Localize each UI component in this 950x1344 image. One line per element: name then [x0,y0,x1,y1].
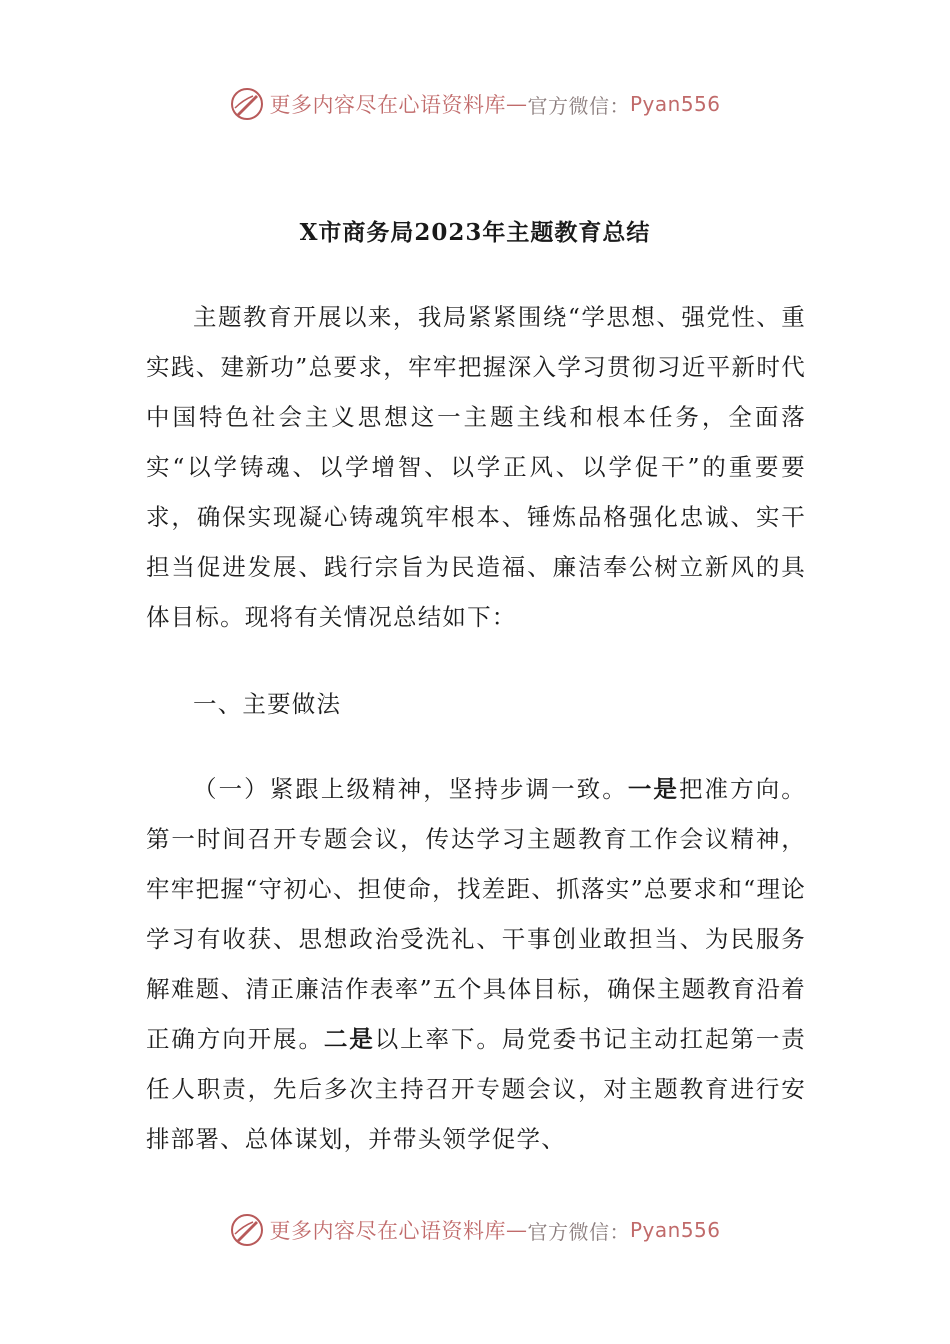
para-bold-1: 一是 [627,775,679,803]
para-text-3: 以上率下。局党委书记主动扛起第一责任人职责，先后多次主持召开专题会议，对主题教育进行安排部署、总体谋划，并带头领学促学、 [146,1025,806,1153]
document-title: X市商务局2023年主题教育总结 [299,219,651,246]
para-bold-2: 二是 [323,1025,375,1053]
banner-wechat-id: Pyan556 [629,92,721,116]
banner-text: 更多内容尽在心语资料库 [269,1219,506,1243]
quill-logo-icon [229,1212,265,1248]
intro-paragraph-block [146,292,806,642]
intro-paragraph: 主题教育开展以来，我局紧紧围绕“学思想、强党性、重实践、建新功”总要求，牢牢把握深入学习贯彻习近平新时代中国特色社会主义思想这一主题主线和根本任务，全面落实“以学铸魂、以学增智、以学正风、以学促干”的重要要求，确保实现凝心铸魂筑牢根本、锤炼品格强化忠诚、实干担当促进发展、践行宗旨为民造福、廉洁奉公树立新风的具体目标。现将有关情况总结如下： [146,303,806,631]
banner-dash: — [505,92,528,116]
para-text-2: 把准方向。第一时间召开专题会议，传达学习主题教育工作会议精神，牢牢把握“守初心、担使命，找差距、抓落实”总要求和“理论学习有收获、思想政治受洗礼、干事创业敢担当、为民服务解难题、清正廉洁作表率”五个具体目标，确保主题教育沿着正确方向开展。 [146,775,806,1053]
banner-text: 更多内容尽在心语资料库 [269,93,506,117]
banner-wechat-label: 官方微信： [527,1219,630,1244]
section-heading: 一、主要做法 [193,690,342,718]
watermark-banner-top [0,82,950,126]
section-heading-block [146,679,806,729]
quill-logo-icon [229,86,265,122]
banner-wechat-label: 官方微信： [527,93,630,118]
para-text-1: （一）紧跟上级精神，坚持步调一致。 [193,775,628,803]
paragraph-block [146,764,806,1164]
banner-dash: — [505,1218,528,1242]
body-paragraph [146,764,806,1164]
watermark-banner-bottom [0,1208,950,1252]
banner-wechat-id: Pyan556 [629,1218,721,1242]
